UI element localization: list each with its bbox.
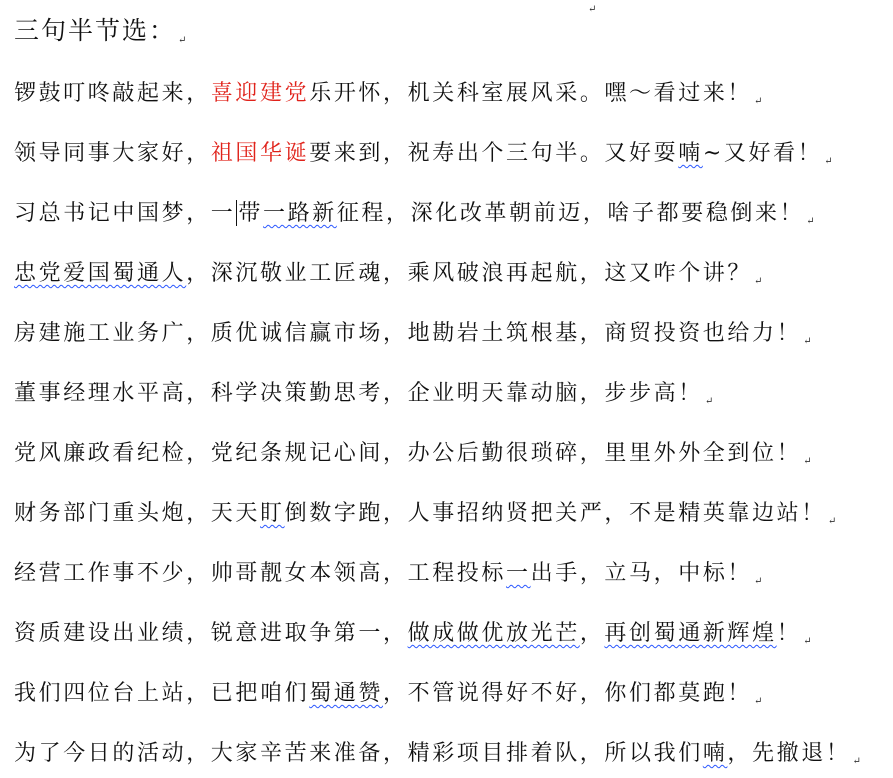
verse-text: 资质建设出业绩，锐意进取争第一， [14, 621, 408, 646]
verse-text: 经营工作事不少，帅哥靓女本领高，工程投标 [14, 561, 507, 586]
verse-line[interactable] [14, 138, 889, 178]
verse-line[interactable] [14, 738, 889, 778]
verse-text: 为了今日的活动，大家辛苦来准备，精彩项目排着队，所以我们 [14, 741, 703, 766]
verse-line[interactable] [14, 618, 889, 658]
paragraph-mark-icon: ↵ [803, 456, 812, 467]
spellcheck-flagged-text: 忠党爱国蜀通人 [14, 261, 187, 286]
paragraph-mark-icon: ↵ [588, 4, 597, 15]
spellcheck-flagged-text: 做成做优放光芒 [407, 621, 580, 646]
verse-line[interactable] [14, 438, 889, 478]
verse-text: 出手，立马，中标！ [530, 561, 753, 586]
verse-text: 习总书记中国梦，一 [14, 201, 236, 226]
paragraph-mark-icon: ↵ [754, 576, 763, 587]
spellcheck-flagged-text: 一路新 [263, 201, 337, 226]
verse-text: 带 [238, 201, 264, 226]
paragraph-mark-icon: ↵ [704, 396, 714, 407]
spellcheck-flagged-text: 喃 [702, 741, 728, 766]
paragraph-mark-icon: ↵ [806, 216, 815, 227]
verse-text: 要来到，祝寿出个三句半。又好耍 [309, 141, 679, 166]
verse-text: ，不管说得好不好，你们都莫跑！ [383, 681, 753, 706]
verse-text: 倒数字跑，人事招纳贤把关严，不是精英靠边站！ [284, 501, 826, 526]
paragraph-mark-icon: ↵ [852, 756, 861, 767]
paragraph-mark-icon: ↵ [803, 336, 812, 347]
paragraph-mark-icon: ↵ [754, 276, 763, 287]
verse-line[interactable] [14, 258, 889, 298]
verse-text: ！ [776, 621, 802, 646]
verse-text: 征程，深化改革朝前迈，啥子都要稳倒来！ [336, 201, 805, 226]
verse-text: 党风廉政看纪检，党纪条规记心间，办公后勤很琐碎，里里外外全到位！ [14, 441, 802, 466]
spellcheck-flagged-text: 一 [506, 561, 531, 586]
paragraph-mark-icon: ↵ [803, 636, 812, 647]
verse-text: ，先撤退！ [727, 741, 851, 766]
spellcheck-flagged-text: 蜀通赞 [309, 681, 384, 706]
verse-text: ， [579, 621, 605, 646]
title-text: 三句半节选： [14, 16, 177, 45]
verse-text: 董事经理水平高，科学决策勤思考，企业明天靠动脑，步步高！ [14, 381, 703, 406]
paragraph-mark-icon: ↵ [824, 156, 833, 167]
verse-text: ，深沉敬业工匠魂，乘风破浪再起航，这又咋个讲？ [186, 261, 753, 286]
verse-text: 我们四位台上站，已把咱们 [14, 681, 310, 706]
verse-line[interactable] [14, 318, 889, 358]
verse-text: 乐开怀，机关科室展风采。嘿～看过来！ [309, 81, 753, 106]
paragraph-mark-icon: ↵ [754, 96, 763, 107]
paragraph-mark-icon: ↵ [178, 35, 187, 46]
verse-line[interactable] [14, 558, 889, 598]
verse-line[interactable] [14, 78, 889, 118]
spellcheck-flagged-text: 喃 [678, 141, 703, 166]
verse-text: 财务部门重头炮，天天 [14, 501, 261, 526]
document-title[interactable] [14, 14, 186, 58]
highlighted-phrase: 祖国华诞 [210, 141, 310, 166]
verse-line[interactable] [14, 678, 889, 718]
verse-line[interactable] [14, 198, 889, 238]
highlighted-phrase: 喜迎建党 [210, 81, 310, 106]
spellcheck-flagged-text: 再创蜀通新辉煌 [604, 621, 777, 646]
paragraph-mark-icon: ↵ [827, 516, 837, 527]
paragraph-mark-icon: ↵ [754, 696, 763, 707]
verse-text: 领导同事大家好， [14, 141, 211, 166]
verse-text: 锣鼓叮咚敲起来， [14, 81, 211, 106]
spellcheck-flagged-text: 盯 [260, 501, 285, 526]
verse-line[interactable] [14, 498, 889, 538]
verse-text: 房建施工业务广，质优诚信赢市场，地勘岩土筑根基，商贸投资也给力！ [14, 321, 802, 346]
verse-line[interactable] [14, 378, 889, 418]
verse-text: ~又好看！ [702, 141, 823, 166]
